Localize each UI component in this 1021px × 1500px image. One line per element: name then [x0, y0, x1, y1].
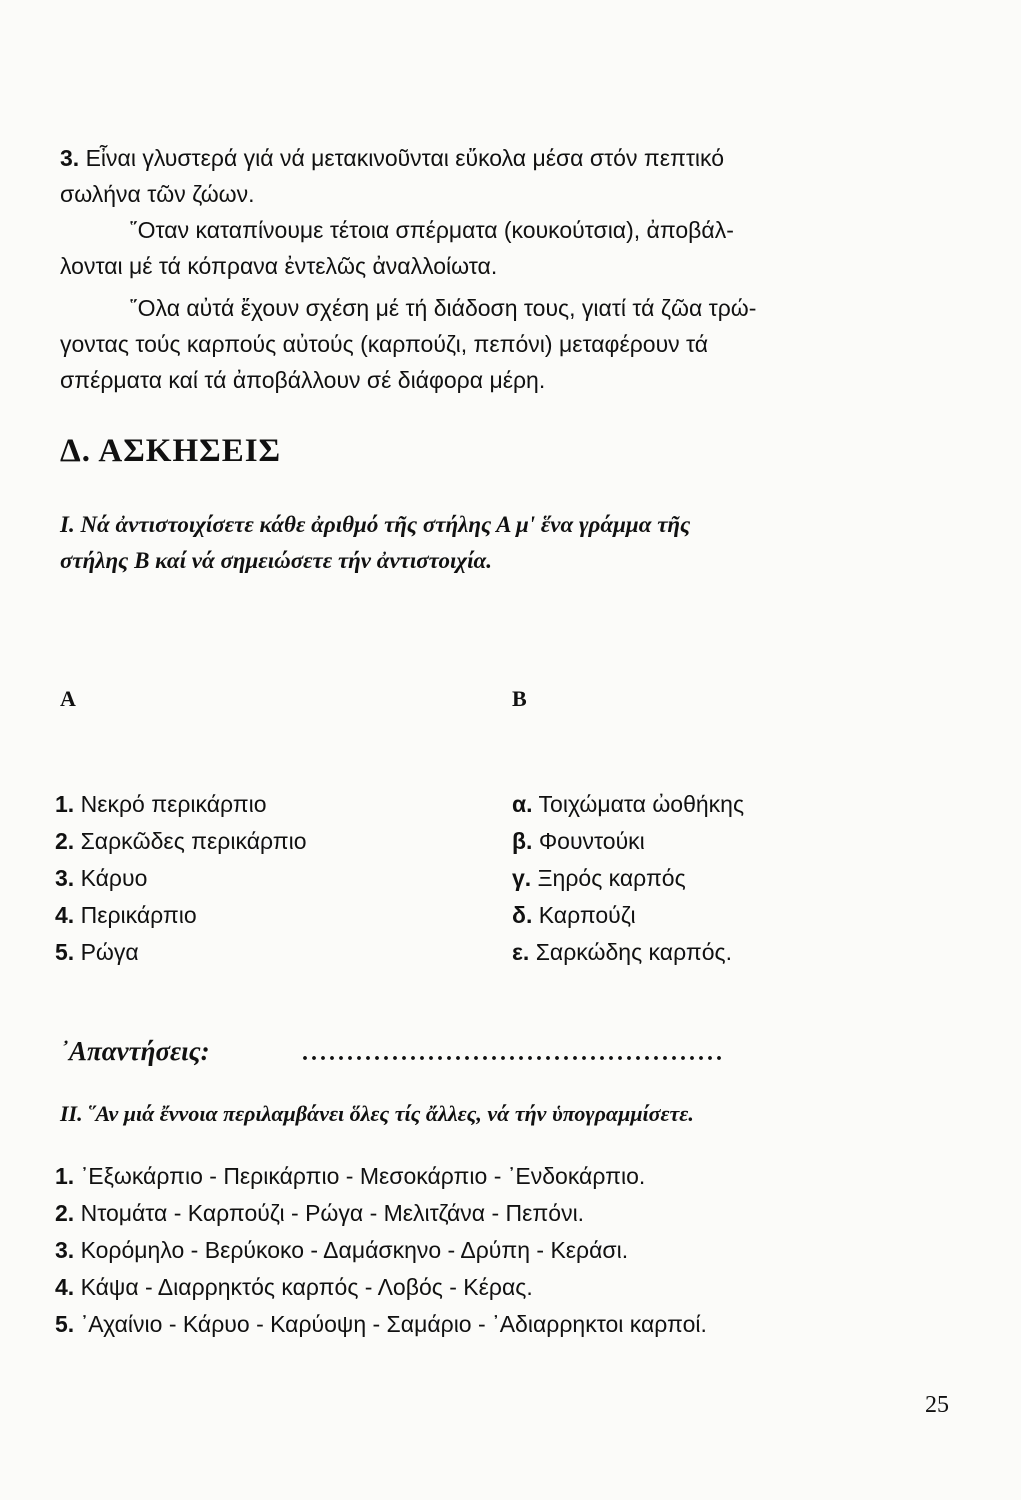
column-a-item-number: 1.	[55, 791, 75, 817]
column-b-item	[512, 937, 732, 967]
column-a-item-text: Κάρυο	[80, 865, 148, 891]
exercise2-item-number: 1.	[55, 1163, 75, 1189]
exercise2-item-number: 5.	[55, 1311, 75, 1337]
column-b-item	[512, 863, 686, 893]
section3-line-7: σπέρματα καί τά ἀποβάλλουν σέ διάφορα μέρη.	[60, 367, 546, 393]
section3-line-3: ῞Οταν καταπίνουμε τέτοια σπέρματα (κουκούτσια), ἀποβάλ-	[130, 217, 734, 243]
exercise2-instruction: II. ῞Αν μιά ἔννοια περιλαμβάνει ὅλες τίς ἄλλες, νά τήν ὑπογραμμίσετε.	[60, 1101, 694, 1126]
answers-label: ᾿Απαντήσεις:	[60, 1036, 210, 1066]
column-a-item	[55, 863, 147, 893]
column-a-item	[55, 937, 139, 967]
column-a-header: Α	[60, 686, 76, 711]
section3-line-2: σωλήνα τῶν ζώων.	[60, 181, 255, 207]
section3-line-4: λονται μέ τά κόπρανα ἐντελῶς ἀναλλοίωτα.	[60, 253, 498, 279]
column-a-item-text: Νεκρό περικάρπιο	[80, 791, 267, 817]
column-b-item	[512, 826, 645, 856]
exercises-heading: Δ. ΑΣΚΗΣΕΙΣ	[60, 433, 282, 469]
column-a-item-number: 5.	[55, 939, 75, 965]
column-a-item	[55, 789, 267, 819]
column-b-item-letter: ε.	[512, 939, 530, 965]
exercise2-item-text: Ντομάτα - Καρπούζι - Ρώγα - Μελιτζάνα - Πεπόνι.	[80, 1200, 585, 1226]
exercise1-instruction-line-2: στήλης Β καί νά σημειώσετε τήν ἀντιστοιχία.	[60, 548, 492, 573]
column-b-item-letter: γ.	[512, 865, 532, 891]
column-b-item-text: Τοιχώματα ὠοθήκης	[538, 791, 745, 817]
exercise2-item	[55, 1161, 645, 1191]
exercise2-item-text: Κορόμηλο - Βερύκοκο - Δαμάσκηνο - Δρύπη - Κεράσι.	[80, 1237, 629, 1263]
column-a-item-number: 4.	[55, 902, 75, 928]
column-a-item	[55, 900, 197, 930]
column-a-item-text: Περικάρπιο	[80, 902, 197, 928]
exercise2-item-text: ᾿Εξωκάρπιο - Περικάρπιο - Μεσοκάρπιο - ᾿Ενδοκάρπιο.	[80, 1163, 646, 1189]
column-b-item-text: Καρπούζι	[538, 902, 636, 928]
column-a-item	[55, 826, 307, 856]
section3-line-6: γοντας τούς καρπούς αὐτούς (καρπούζι, πεπόνι) μεταφέρουν τά	[60, 331, 709, 357]
exercise2-item	[55, 1198, 584, 1228]
exercise2-item	[55, 1272, 533, 1302]
answers-blank: ...............................................	[302, 1040, 725, 1066]
column-a-item-text: Ρώγα	[80, 939, 139, 965]
section3-text-1: Εἶναι γλυστερά γιά νά μετακινοῦνται εὔκολα μέσα στόν πεπτικό	[85, 145, 725, 171]
column-b-item	[512, 900, 636, 930]
exercise2-item-number: 4.	[55, 1274, 75, 1300]
exercise2-item	[55, 1235, 628, 1265]
exercise2-item-number: 2.	[55, 1200, 75, 1226]
column-b-item-text: Φουντούκι	[538, 828, 645, 854]
column-b-item-letter: δ.	[512, 902, 533, 928]
column-b-header: Β	[512, 686, 527, 711]
column-a-item-number: 3.	[55, 865, 75, 891]
exercise2-item-text: ᾿Αχαίνιο - Κάρυο - Καρύοψη - Σαμάριο - ᾿Αδιαρρηκτοι καρποί.	[80, 1311, 707, 1337]
column-a-item-number: 2.	[55, 828, 75, 854]
column-b-item	[512, 789, 744, 819]
column-b-item-letter: β.	[512, 828, 533, 854]
section3-line-1	[60, 143, 724, 173]
column-b-item-letter: α.	[512, 791, 533, 817]
column-a-item-text: Σαρκῶδες περικάρπιο	[80, 828, 307, 854]
exercise2-item-text: Κάψα - Διαρρηκτός καρπός - Λοβός - Κέρας.	[80, 1274, 533, 1300]
section3-number: 3.	[60, 145, 80, 171]
section3-line-5: ῞Ολα αὐτά ἔχουν σχέση μέ τή διάδοση τους, γιατί τά ζῶα τρώ-	[130, 295, 757, 321]
exercise2-item	[55, 1309, 707, 1339]
exercise2-item-number: 3.	[55, 1237, 75, 1263]
exercise1-instruction-line-1: I. Νά ἀντιστοιχίσετε κάθε ἀριθμό τῆς στήλης Α μ' ἕνα γράμμα τῆς	[60, 512, 691, 537]
column-b-item-text: Ξηρός καρπός	[537, 865, 686, 891]
page-number: 25	[925, 1392, 949, 1418]
column-b-item-text: Σαρκώδης καρπός.	[535, 939, 732, 965]
